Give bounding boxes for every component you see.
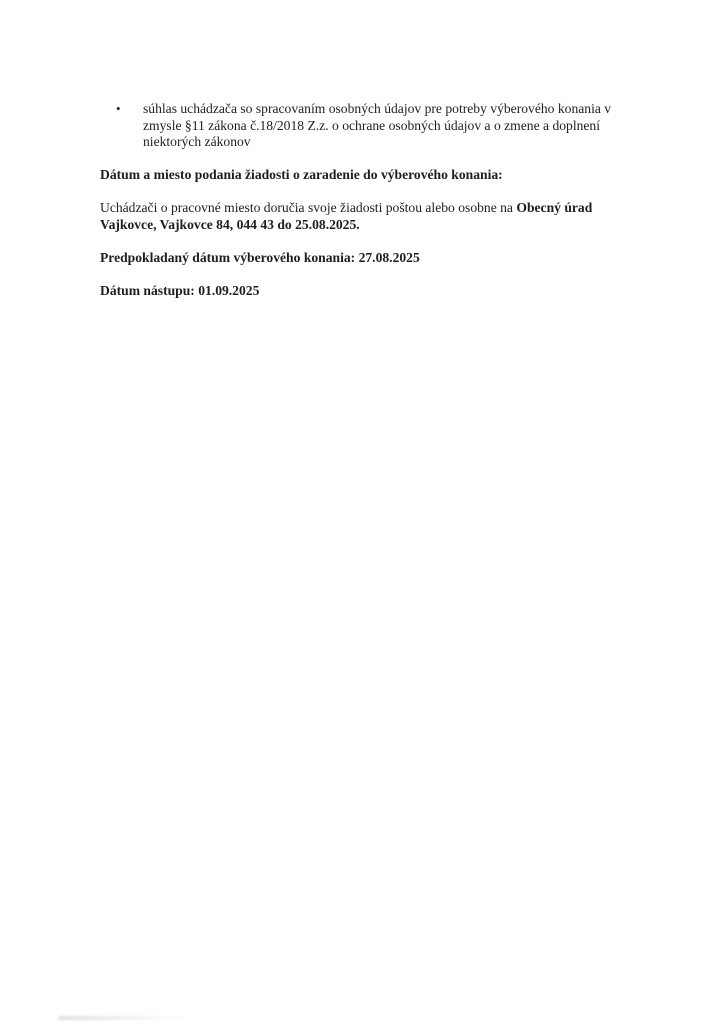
- scan-smudge-artifact: [58, 1016, 191, 1020]
- bullet-text: súhlas uchádzača so spracovaním osobných údajov pre potreby výberového konania v zmysle §11 zákona č.18/2018 Z.z. o ochrane osobných údajov a o zmene a doplnení niektorých zákonov: [143, 101, 612, 149]
- document-content: [100, 101, 635, 299]
- bullet-marker: •: [116, 101, 121, 116]
- section-heading-submission: Dátum a miesto podania žiadosti o zaradenie do výberového konania:: [100, 167, 503, 182]
- submission-body-text: Uchádzači o pracovné miesto doručia svoje žiadosti poštou alebo osobne na: [100, 200, 517, 215]
- paragraph-submission: [100, 200, 635, 233]
- line-expected-date: Predpokladaný dátum výberového konania: 27.08.2025: [100, 249, 420, 265]
- list-item: [100, 101, 635, 151]
- line-start-date: Dátum nástupu: 01.09.2025: [100, 282, 260, 298]
- submission-address: Obecný úrad Vajkovce, Vajkovce 84, 044 43 do 25.08.2025.: [100, 200, 593, 232]
